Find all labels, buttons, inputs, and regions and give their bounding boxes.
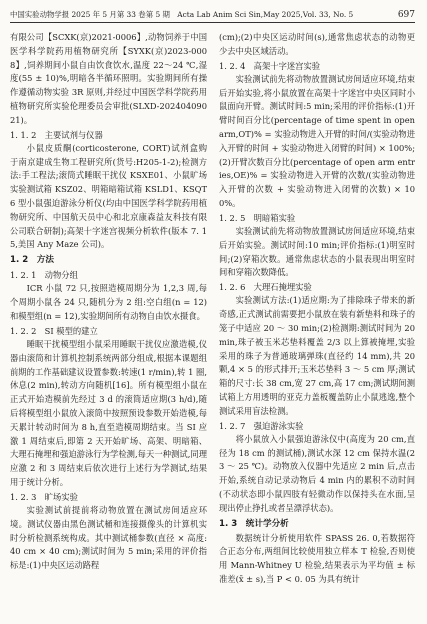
heading-1-1-2: 1. 1. 2 主要试剂与仪器: [10, 129, 103, 140]
paragraph-reagents: 小鼠皮质酮(corticosterone, CORT)试剂盒购于南京建成生物工程研究所(货号:H205-1-2);检测方法:手工程法;滚筒式睡眠干扰仪 KSXE01、小鼠旷场实验测试箱 KSZ02、明箱暗箱试箱 KSLD1、KSQT6 型小鼠强迫游泳分析仪(均由中国医学科学院药用植物研究所、中国航天员中心和北京康森益友科技有限公司联合研制);高架十字迷宫视频分析软件(版本 7. 15,美国 Any Maze 公司)。: [10, 142, 207, 250]
paragraph-open-field: 实验测试前提前将动物放置在测试房间适应环境。测试仪器由黑色测试桶和连接摄像头的计算机实时分析检测系统构成。其中测试桶参数(直径 × 高度:40 cm × 40 cm);测试时间为 5 min;采用的评价指标是:(1)中央区运动路程: [10, 504, 207, 571]
running-header: [10, 8, 415, 23]
paragraph-model: 睡眠干扰模型组小鼠采用睡眠干扰仪应激造模,仪器由滚筒和计算机控制系统两部分组成,根据本课题组前期的工作基础建议设置参数:转速(1 r/min),转 1 圈,休息(2 min),转动方向随机[16]。所有模型组小鼠在正式开始造模前先经过 3 d 的滚筒适应期(3 h/d),随后将模型组小鼠放入滚筒中按照预设参数开始造模,每天累计转动时间为 8 h,直至造模周期结束。当 SI 应激 1 周结束后,即第 2 天开始旷场、高架、明暗箱、大理石掩埋和强迫游泳行为学检测,每天一种测试,同理应激 2 和 3 周结束后依次进行上述行为学测试,结果用于统计分析。: [10, 338, 207, 487]
heading-1-2-6: 1. 2. 6 大理石掩埋实验: [219, 282, 312, 293]
left-column: [10, 31, 207, 573]
right-column: [219, 31, 415, 587]
paragraph-animal-housing: 有限公司【SCXK(京)2021-0006】,动物饲养于中国医学科学院药用植物研究所【SYXK(京)2023-0008】,饲养期间小鼠自由饮食饮水,温度 22～24 ℃,湿度(55 ± 10)%,明暗各半循环照明。实验期间所有操作遵循动物实验 3R 原则,并经过中国医学科学院药用植物研究所实验伦理委员会审批(SLXD-20240409021)。: [10, 32, 207, 125]
heading-1-2-4: 1. 2. 4 高架十字迷宫实验: [219, 60, 321, 71]
paragraph-grouping: ICR 小鼠 72 只,按照造模周期分为 1,2,3 周,每个周期小鼠各 24 只,随机分为 2 组:空白组(n = 12)和模型组(n = 12),实验期间所有动物自由饮水摄食。: [10, 283, 207, 321]
page-number: 697: [397, 10, 415, 20]
paragraph-open-field-cont: (cm);(2)中央区运动时间(s),通常焦虑状态的动物更少去中央区域活动。: [219, 32, 415, 56]
paragraph-light-dark-box: 实验测试前先将动物放置测试房间适应环境,结束后开始实验。测试时间:10 min;评价指标:(1)明室时间;(2)穿箱次数。通常焦虑状态的小鼠表现出明室时间和穿箱次数降低。: [219, 225, 415, 278]
heading-1-2-3: 1. 2. 3 旷场实验: [10, 491, 78, 502]
paragraph-marble-burying: 实验测试方法:(1)适应期:为了排除珠子带来的新奇感,正式测试前需要把小鼠放在装有新垫料和珠子的笼子中适应 20 ～ 30 min;(2)检测期:测试时间为 20 min,珠子被玉米芯垫料覆盖 2/3 以上算被掩埋,实验采用的珠子为普通玻璃弹珠(直径约 14 mm),共 20 颗,4 × 5 的形式排开;玉米芯垫料 3 ～ 5 cm 厚;测试箱的尺寸:长 38 cm,宽 27 cm,高 17 cm;测试期间测试箱上方用透明的亚克力盖板覆盖防止小鼠逃逸,整个测试采用盲法检测。: [219, 295, 415, 416]
heading-1-2: 1. 2 方法: [10, 255, 54, 266]
paragraph-statistics: 数据统计分析使用软件 SPASS 26. 0,若数据符合正态分布,两组间比较使用独立样本 T 检验,否则使用 Mann-Whitney U 检验,结果表示为平均值 ± 标准差(x̄ ± s),当 P < 0. 05 为具有统计: [219, 532, 415, 584]
heading-1-3: 1. 3 统计学分析: [219, 518, 289, 529]
heading-1-2-2: 1. 2. 2 SI 模型的建立: [10, 325, 98, 336]
heading-1-2-7: 1. 2. 7 强迫游泳实验: [219, 420, 304, 431]
paragraph-elevated-plus-maze: 实验测试前先将动物放置测试房间适应环境,结束后开始实验,将小鼠放置在高架十字迷宫中央区同时小鼠面向开臂。测试时间:5 min;采用的评价指标:(1)开臂时间百分比(percentage of time spent in open arm,OT)% = 实验动物进入开臂的时间/(实验动物进入开臂的时间 + 实验动物进入闭臂的时间) × 100%;(2)开臂次数百分比(percentage of open arm entries,OE)% = 实验动物进入开臂的次数/(实验动物进入开臂的次数 + 实验动物进入闭臂的次数) × 100%。: [219, 73, 415, 208]
heading-1-2-5: 1. 2. 5 明暗箱实验: [219, 212, 296, 223]
journal-title: 中国实验动物学报 2025 年 5 月第 33 卷第 5 期 Acta Lab Anim Sci Sin,May 2025,Vol. 33, No. 5: [10, 10, 354, 19]
heading-1-2-1: 1. 2. 1 动物分组: [10, 270, 78, 281]
paragraph-forced-swim: 将小鼠放入小鼠强迫游泳仪中(高度为 20 cm,直径为 18 cm 的测试桶),测试水深 12 cm 保持水温(23 ～ 25 ℃)。动物放入仪器中先适应 2 min 后,点击开始,系统自动记录动物后 4 min 内的累积不动时间(不动状态即小鼠四肢有轻微动作以保持头在水面,呈现出停止挣扎或者呈漂浮状态)。: [219, 433, 415, 513]
